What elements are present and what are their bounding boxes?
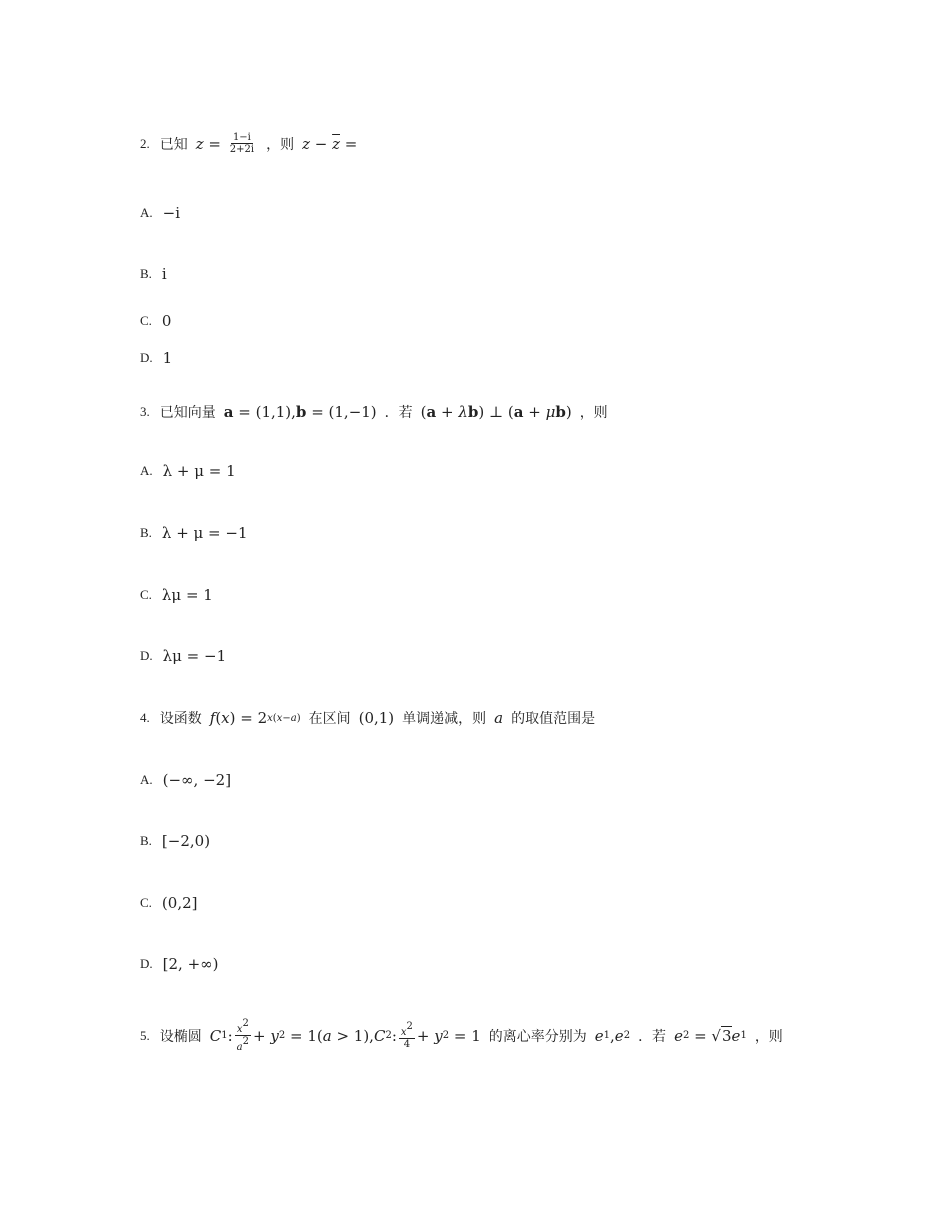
option-d <box>140 349 180 367</box>
option-value: [−2,0) <box>161 832 211 850</box>
question-number: 3. <box>140 404 150 419</box>
option-value: [2, +∞) <box>162 955 219 973</box>
option-a <box>140 462 244 480</box>
formula-z: z = $\frac{1-i}{2+2i}$ <box>195 132 255 155</box>
option-label: A. <box>140 772 153 787</box>
option-label: B. <box>140 833 152 848</box>
option-label: C. <box>140 895 152 910</box>
question-5-stem <box>140 1018 783 1053</box>
question-2-stem <box>140 132 365 155</box>
question-text: 在区间 <box>308 711 351 727</box>
question-text: 单调递减，则 <box>402 711 487 727</box>
option-value: i <box>161 265 167 283</box>
option-label: D. <box>140 648 153 663</box>
option-value: λ + μ = −1 <box>161 524 248 542</box>
question-text: ，则 <box>579 405 608 421</box>
option-label: C. <box>140 313 152 328</box>
formula-vectors: a = (1,1), b = (1,−1) <box>223 403 377 421</box>
option-label: C. <box>140 587 152 602</box>
question-text: 已知 <box>159 136 188 153</box>
question-4-stem <box>140 708 595 728</box>
question-text: 设椭圆 <box>159 1028 202 1045</box>
option-value: 1 <box>162 349 173 367</box>
question-text: 的离心率分别为 <box>488 1028 587 1045</box>
formula-eccentricities: e 1 , e 2 <box>594 1026 631 1045</box>
option-value: (−∞, −2] <box>162 771 232 789</box>
option-d <box>140 647 234 665</box>
formula-function: f ( x ) = 2 x(x−a) <box>209 709 301 727</box>
question-text: ，则 <box>754 1028 783 1045</box>
option-c <box>140 586 221 604</box>
question-text: 的取值范围是 <box>511 711 596 727</box>
option-label: D. <box>140 956 153 971</box>
option-value: 0 <box>161 312 172 330</box>
question-text: ．若 <box>384 405 413 421</box>
option-value: −i <box>162 204 181 222</box>
question-number: 4. <box>140 710 150 725</box>
question-text: 设函数 <box>159 711 202 727</box>
question-text: ，则 <box>266 136 295 153</box>
option-d <box>140 955 227 973</box>
option-value: λμ = 1 <box>161 586 213 604</box>
option-label: B. <box>140 266 152 281</box>
option-value: λ + μ = 1 <box>162 462 236 480</box>
formula-interval: (0,1) <box>358 709 395 727</box>
question-number: 2. <box>140 135 150 151</box>
question-text: ．若 <box>638 1028 667 1045</box>
question-text: 已知向量 <box>159 405 216 421</box>
option-b <box>140 265 175 283</box>
option-b <box>140 524 256 542</box>
formula-z-minus-conj: z − $\overline{z}$ = <box>302 134 358 153</box>
option-label: A. <box>140 463 153 478</box>
option-value: λμ = −1 <box>162 647 227 665</box>
option-label: A. <box>140 205 153 220</box>
option-c <box>140 894 205 912</box>
question-3-stem <box>140 402 608 422</box>
formula-perpendicular: ( a + λ b ) ⊥ ( a + μ b ) <box>420 403 572 421</box>
formula-relation: e 2 = √ 3 e 1 <box>674 1026 747 1045</box>
option-a <box>140 204 188 222</box>
formula-a: a <box>494 709 504 727</box>
option-label: B. <box>140 525 152 540</box>
option-value: (0,2] <box>161 894 198 912</box>
formula-ellipses: C 1 : $\frac{x^2}{a^2}$ + y 2 = 1( a > 1), C 2 : $\frac{x^2}{4}$ + y 2 = 1 <box>209 1018 481 1053</box>
option-c <box>140 312 179 330</box>
option-a <box>140 771 239 789</box>
question-number: 5. <box>140 1027 150 1043</box>
option-b <box>140 832 218 850</box>
option-label: D. <box>140 350 153 365</box>
